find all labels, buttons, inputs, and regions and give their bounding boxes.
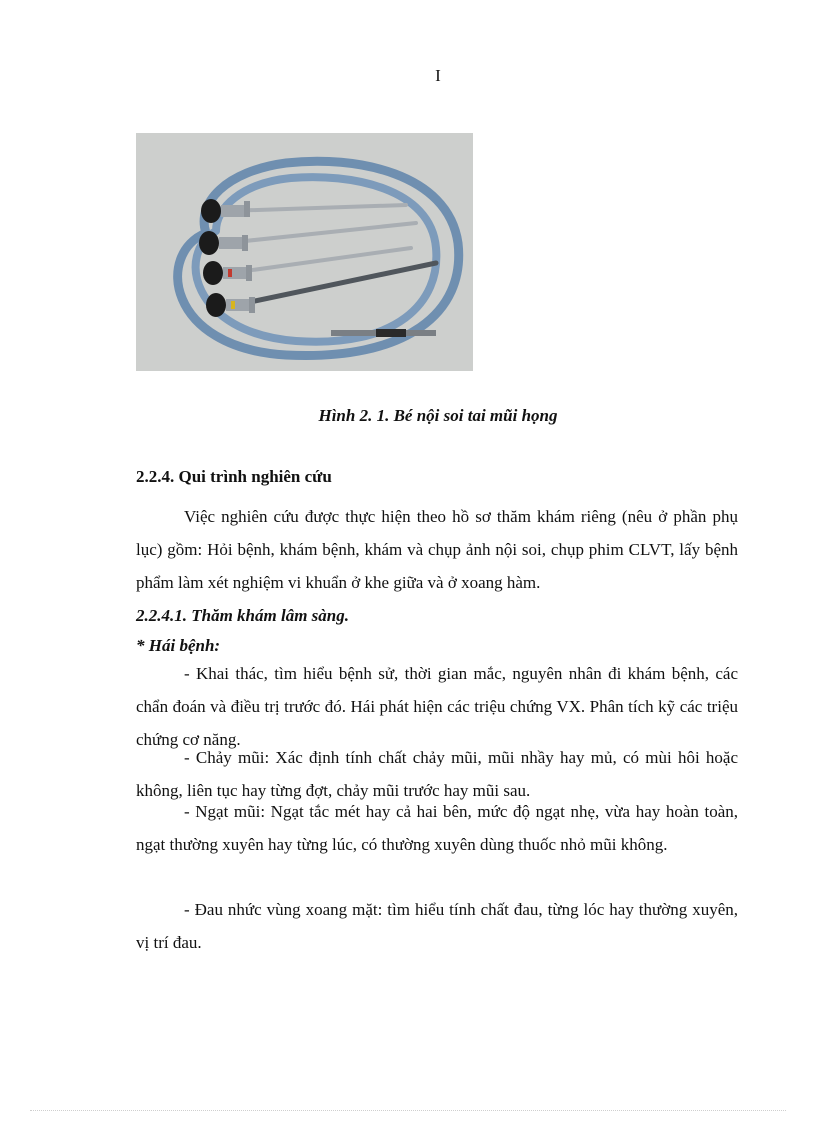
- list-item: - Đau nhức vùng xoang mặt: tìm hiểu tính chất đau, từng lóc hay thường xuyên, vị trí đau.: [136, 900, 738, 952]
- section-intro-paragraph: Việc nghiên cứu được thực hiện theo hồ sơ thăm khám riêng (nêu ở phần phụ lục) gồm: Hỏi bệnh, khám bệnh, khám và chụp ảnh nội soi, chụp phim CLVT, lấy bệnh phẩm làm xét nghiệm vi khuẩn ở khe giữa và ở xoang hàm.: [136, 507, 738, 592]
- endoscope-set-photo: [136, 133, 473, 371]
- section-heading: 2.2.4. Qui trình nghiên cứu: [136, 467, 332, 486]
- subsection-heading: 2.2.4.1. Thăm khám lâm sàng.: [136, 606, 350, 625]
- list-item: - Ngạt mũi: Ngạt tắc mét hay cả hai bên, mức độ ngạt nhẹ, vừa hay hoàn toàn, ngạt thường xuyên hay từng lúc, có thường xuyên dùng thuốc nhỏ mũi không.: [136, 802, 738, 854]
- list-item: - Chảy mũi: Xác định tính chất chảy mũi, mũi nhầy hay mủ, có mùi hôi hoặc không, liên tục hay từng đợt, chảy mũi trước hay mũi sau.: [136, 748, 738, 800]
- page-bottom-divider: [30, 1110, 786, 1111]
- figure-caption: Hình 2. 1. Bé nội soi tai mũi họng: [318, 406, 558, 425]
- sub-heading-hoi-benh: * Hái bệnh:: [136, 636, 221, 655]
- page-number: I: [435, 66, 441, 85]
- list-item: - Khai thác, tìm hiểu bệnh sử, thời gian mắc, nguyên nhân đi khám bệnh, các chẩn đoán và điều trị trước đó. Hái phát hiện các triệu chứng VX. Phân tích kỹ các triệu chứng cơ năng.: [136, 664, 738, 749]
